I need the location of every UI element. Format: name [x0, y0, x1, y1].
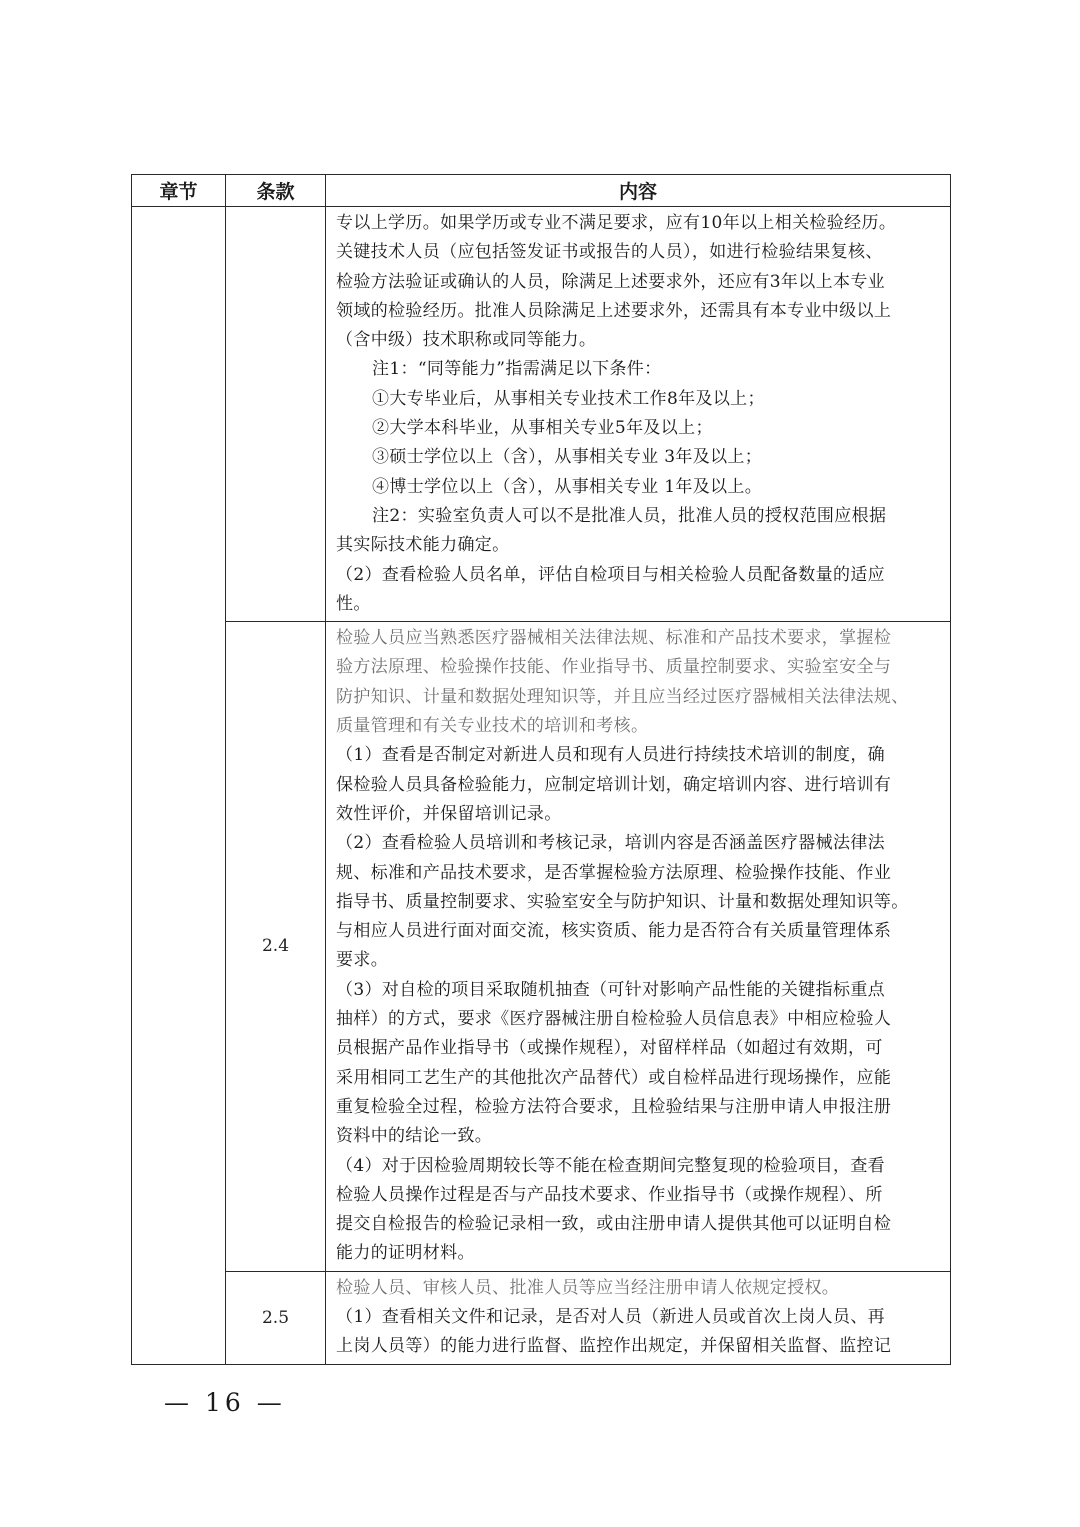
header-chapter: 章节 — [132, 175, 226, 207]
content-line: 资料中的结论一致。 — [336, 1126, 493, 1147]
content-cell — [326, 207, 951, 622]
content-line: 验方法原理、检验操作技能、作业指导书、质量控制要求、实验室安全与 — [336, 657, 892, 678]
content-line: 指导书、质量控制要求、实验室安全与防护知识、计量和数据处理知识等。 — [336, 891, 909, 912]
content-line: 能力的证明材料。 — [336, 1243, 475, 1264]
content-line: （2）查看检验人员名单，评估自检项目与相关检验人员配备数量的适应 — [336, 564, 886, 585]
content-line: 其实际技术能力确定。 — [336, 535, 510, 556]
content-line: ③硕士学位以上（含），从事相关专业 3年及以上； — [372, 447, 763, 468]
content-line: 员根据产品作业指导书（或操作规程），对留样样品（如超过有效期，可 — [336, 1038, 883, 1059]
content-line: 质量管理和有关专业技术的培训和考核。 — [336, 716, 649, 737]
content-line: 注1：“同等能力”指需满足以下条件： — [372, 359, 662, 380]
content-line: 重复检验全过程，检验方法符合要求，且检验结果与注册申请人申报注册 — [336, 1096, 892, 1117]
content-line: 关键技术人员（应包括签发证书或报告的人员），如进行检验结果复核、 — [336, 242, 883, 263]
content-line: （含中级）技术职称或同等能力。 — [336, 330, 597, 351]
content-line: （1）查看是否制定对新进人员和现有人员进行持续技术培训的制度，确 — [336, 745, 886, 766]
table-row — [132, 207, 951, 622]
inspection-requirements-table — [131, 174, 951, 1365]
content-line: ②大学本科毕业，从事相关专业5年及以上； — [372, 418, 713, 439]
content-line: 检验人员操作过程是否与产品技术要求、作业指导书（或操作规程）、所 — [336, 1184, 883, 1205]
content-line: 规、标准和产品技术要求，是否掌握检验方法原理、检验操作技能、作业 — [336, 862, 892, 883]
content-line: 上岗人员等）的能力进行监督、监控作出规定，并保留相关监督、监控记 — [336, 1336, 892, 1357]
chapter-cell — [132, 207, 226, 1365]
content-line: 性。 — [336, 593, 371, 614]
page-number: — 16 — — [164, 1388, 286, 1417]
content-line: （3）对自检的项目采取随机抽查（可针对影响产品性能的关键指标重点 — [336, 979, 886, 1000]
clause-cell — [226, 207, 326, 622]
content-line: 采用相同工艺生产的其他批次产品替代）或自检样品进行现场操作，应能 — [336, 1067, 892, 1088]
content-line: 注2：实验室负责人可以不是批准人员，批准人员的授权范围应根据 — [372, 505, 887, 526]
table-row — [132, 1271, 951, 1364]
content-line: ④博士学位以上（含），从事相关专业 1年及以上。 — [372, 476, 763, 497]
header-clause: 条款 — [226, 175, 326, 207]
content-line: （4）对于因检验周期较长等不能在检查期间完整复现的检验项目，查看 — [336, 1155, 886, 1176]
content-cell — [326, 622, 951, 1272]
header-content: 内容 — [326, 175, 951, 207]
content-line: 效性评价，并保留培训记录。 — [336, 803, 562, 824]
content-line: 与相应人员进行面对面交流，核实资质、能力是否符合有关质量管理体系 — [336, 921, 892, 942]
content-cell — [326, 1271, 951, 1364]
content-line: 领域的检验经历。批准人员除满足上述要求外，还需具有本专业中级以上 — [336, 300, 892, 321]
content-line: 检验人员、审核人员、批准人员等应当经注册申请人依规定授权。 — [336, 1277, 840, 1298]
content-line: 提交自检报告的检验记录相一致，或由注册申请人提供其他可以证明自检 — [336, 1214, 892, 1235]
table-header-row — [132, 175, 951, 207]
clause-cell: 2.5 — [226, 1271, 326, 1364]
content-line: （1）查看相关文件和记录，是否对人员（新进人员或首次上岗人员、再 — [336, 1306, 886, 1327]
content-line: 专以上学历。如果学历或专业不满足要求，应有10年以上相关检验经历。 — [336, 213, 897, 233]
content-line: 抽样）的方式，要求《医疗器械注册自检检验人员信息表》中相应检验人 — [336, 1009, 892, 1030]
content-line: （2）查看检验人员培训和考核记录，培训内容是否涵盖医疗器械法律法 — [336, 833, 886, 854]
clause-cell: 2.4 — [226, 622, 326, 1272]
content-line: ①大专毕业后，从事相关专业技术工作8年及以上； — [372, 388, 765, 409]
content-line: 保检验人员具备检验能力，应制定培训计划，确定培训内容、进行培训有 — [336, 774, 892, 795]
table-row — [132, 622, 951, 1272]
content-line: 检验人员应当熟悉医疗器械相关法律法规、标准和产品技术要求，掌握检 — [336, 628, 892, 649]
content-line: 防护知识、计量和数据处理知识等，并且应当经过医疗器械相关法律法规、 — [336, 686, 909, 707]
content-line: 要求。 — [336, 950, 389, 971]
content-line: 检验方法验证或确认的人员，除满足上述要求外，还应有3年以上本专业 — [336, 271, 886, 292]
